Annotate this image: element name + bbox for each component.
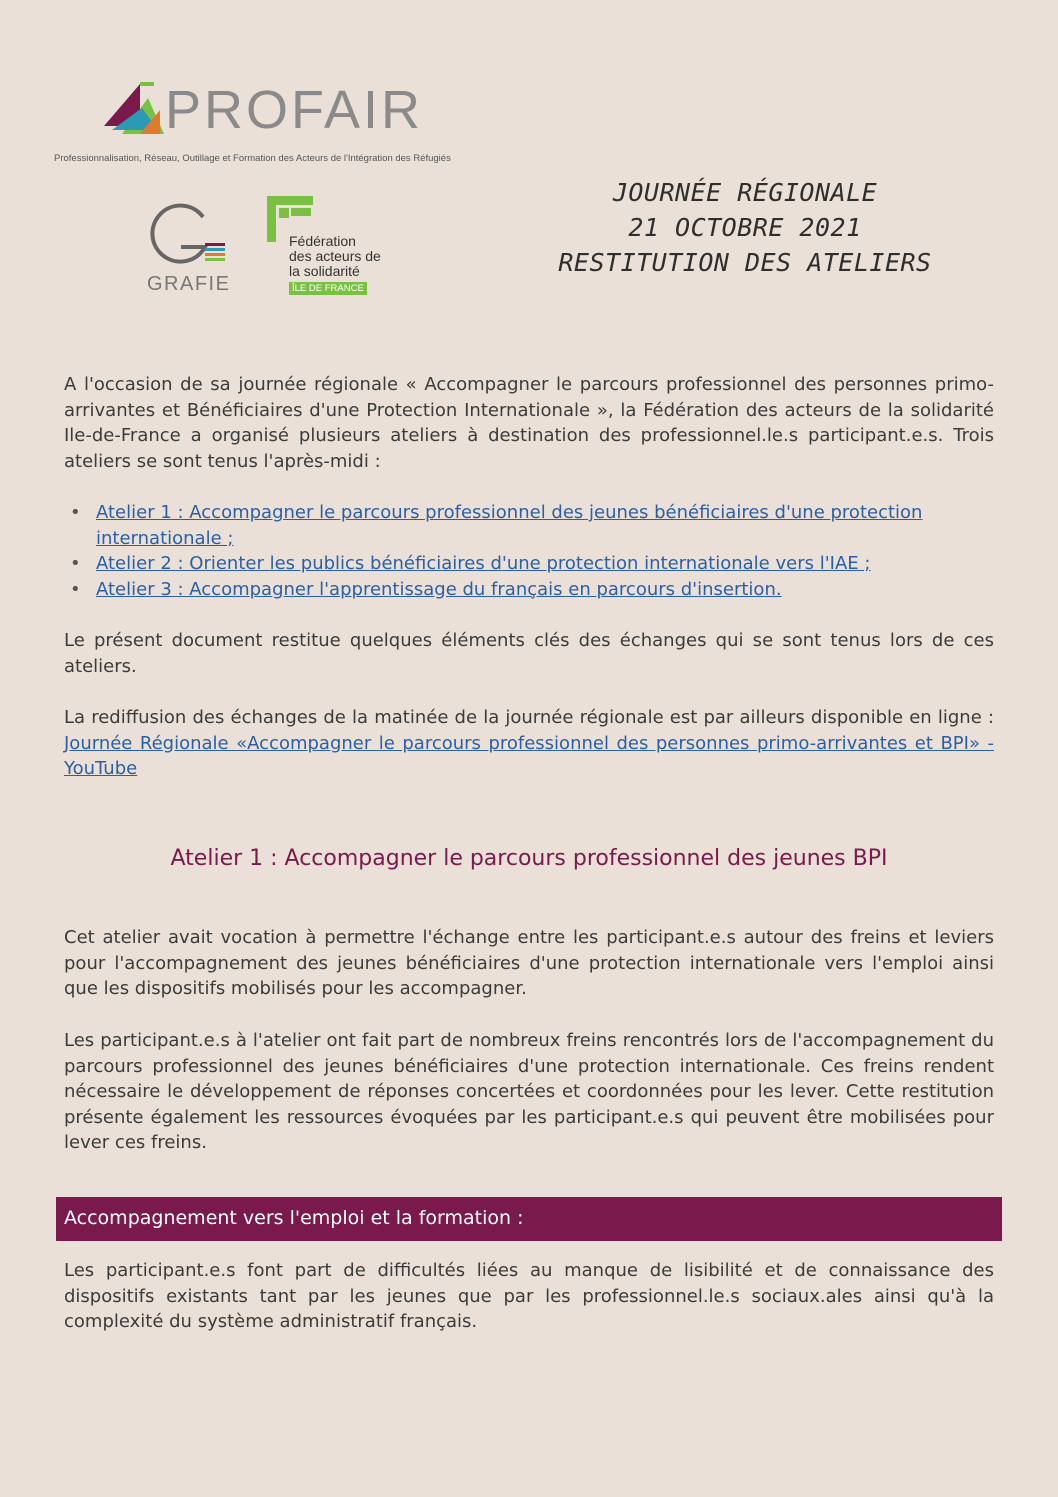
- profair-logo: [52, 78, 502, 168]
- subsection-title: Accompagnement vers l'emploi et la formation :: [64, 1207, 524, 1229]
- fas-name-line: des acteurs de: [289, 248, 381, 264]
- list-item: [64, 500, 994, 551]
- ateliers-list: [64, 500, 994, 602]
- subsection-band: [56, 1197, 1002, 1241]
- fas-logo: [265, 194, 405, 296]
- list-item: [64, 551, 994, 577]
- title-line-3: RESTITUTION DES ATELIERS: [558, 248, 932, 277]
- atelier-1-link[interactable]: Atelier 1 : Accompagner le parcours professionnel des jeunes bénéficiaires d'une protection internationale ;: [96, 502, 923, 549]
- rediffusion-paragraph: [64, 705, 994, 782]
- atelier1-intro-paragraph: Cet atelier avait vocation à permettre l'échange entre les participant.e.s autour des freins et leviers pour l'accompagnement des jeunes bénéficiaires d'une protection internationale vers l'emploi ainsi que les dispositifs mobilisés pour les accompagner.: [64, 927, 994, 1000]
- intro-paragraph: A l'occasion de sa journée régionale « Accompagner le parcours professionnel des personnes primo-arrivantes et Bénéficiaires d'une Protection Internationale », la Fédération des acteurs de la solidarité Ile-de-France a organisé plusieurs ateliers à destination des professionnel.le.s participant.e.s. Trois ateliers se sont tenus l'après-midi :: [64, 374, 994, 472]
- fas-name-line: Fédération: [289, 233, 356, 249]
- title-line-2: 21 OCTOBRE 2021: [628, 213, 862, 242]
- bullet-icon: •: [70, 502, 81, 523]
- bullet-icon: •: [70, 553, 81, 575]
- fas-name: [289, 234, 381, 279]
- profair-subtitle: Professionnalisation, Réseau, Outillage et Formation des Acteurs de l'Intégration des Réfugiés: [54, 153, 451, 164]
- grafie-emblem-icon: [145, 203, 235, 269]
- atelier-2-link[interactable]: Atelier 2 : Orienter les publics bénéficiaires d'une protection internationale vers l'IAE ;: [96, 553, 871, 575]
- fas-region-badge: ÎLE DE FRANCE: [289, 282, 367, 295]
- youtube-link[interactable]: Journée Régionale «Accompagner le parcours professionnel des personnes primo-arrivantes et BPI» - YouTube: [64, 732, 994, 780]
- grafie-logo: [145, 203, 235, 295]
- section-title: Atelier 1 : Accompagner le parcours professionnel des jeunes BPI: [170, 846, 888, 871]
- present-document-paragraph: Le présent document restitue quelques éléments clés des échanges qui se sont tenus lors de ces ateliers.: [64, 630, 994, 677]
- list-item: [64, 577, 994, 603]
- band-paragraph: Les participant.e.s font part de difficultés liées au manque de lisibilité et de connaissance des dispositifs existants tant par les jeunes que par les professionnel.le.s sociaux.ales ainsi qu'à la complexité du système administratif français.: [64, 1260, 994, 1333]
- atelier1-freins-paragraph: Les participant.e.s à l'atelier ont fait part de nombreux freins rencontrés lors de l'accompagnement du parcours professionnel des jeunes bénéficiaires d'une protection internationale. Ces freins rendent nécessaire le développement de réponses concertées et coordonnées pour les lever. Cette restitution présente également les ressources évoquées par les participant.e.s qui peuvent être mobilisées pour lever ces freins.: [64, 1030, 994, 1154]
- bullet-icon: •: [70, 578, 81, 600]
- fas-name-line: la solidarité: [289, 263, 360, 279]
- grafie-name: GRAFIE: [147, 273, 231, 295]
- title-line-1: JOURNÉE RÉGIONALE: [612, 178, 878, 207]
- profair-name: PROFAIR: [165, 80, 424, 140]
- rediffusion-text: La rediffusion des échanges de la matinée de la journée régionale est par ailleurs disponible en ligne :: [64, 707, 994, 728]
- document-title: [520, 175, 970, 280]
- atelier-3-link[interactable]: Atelier 3 : Accompagner l'apprentissage du français en parcours d'insertion.: [96, 578, 782, 600]
